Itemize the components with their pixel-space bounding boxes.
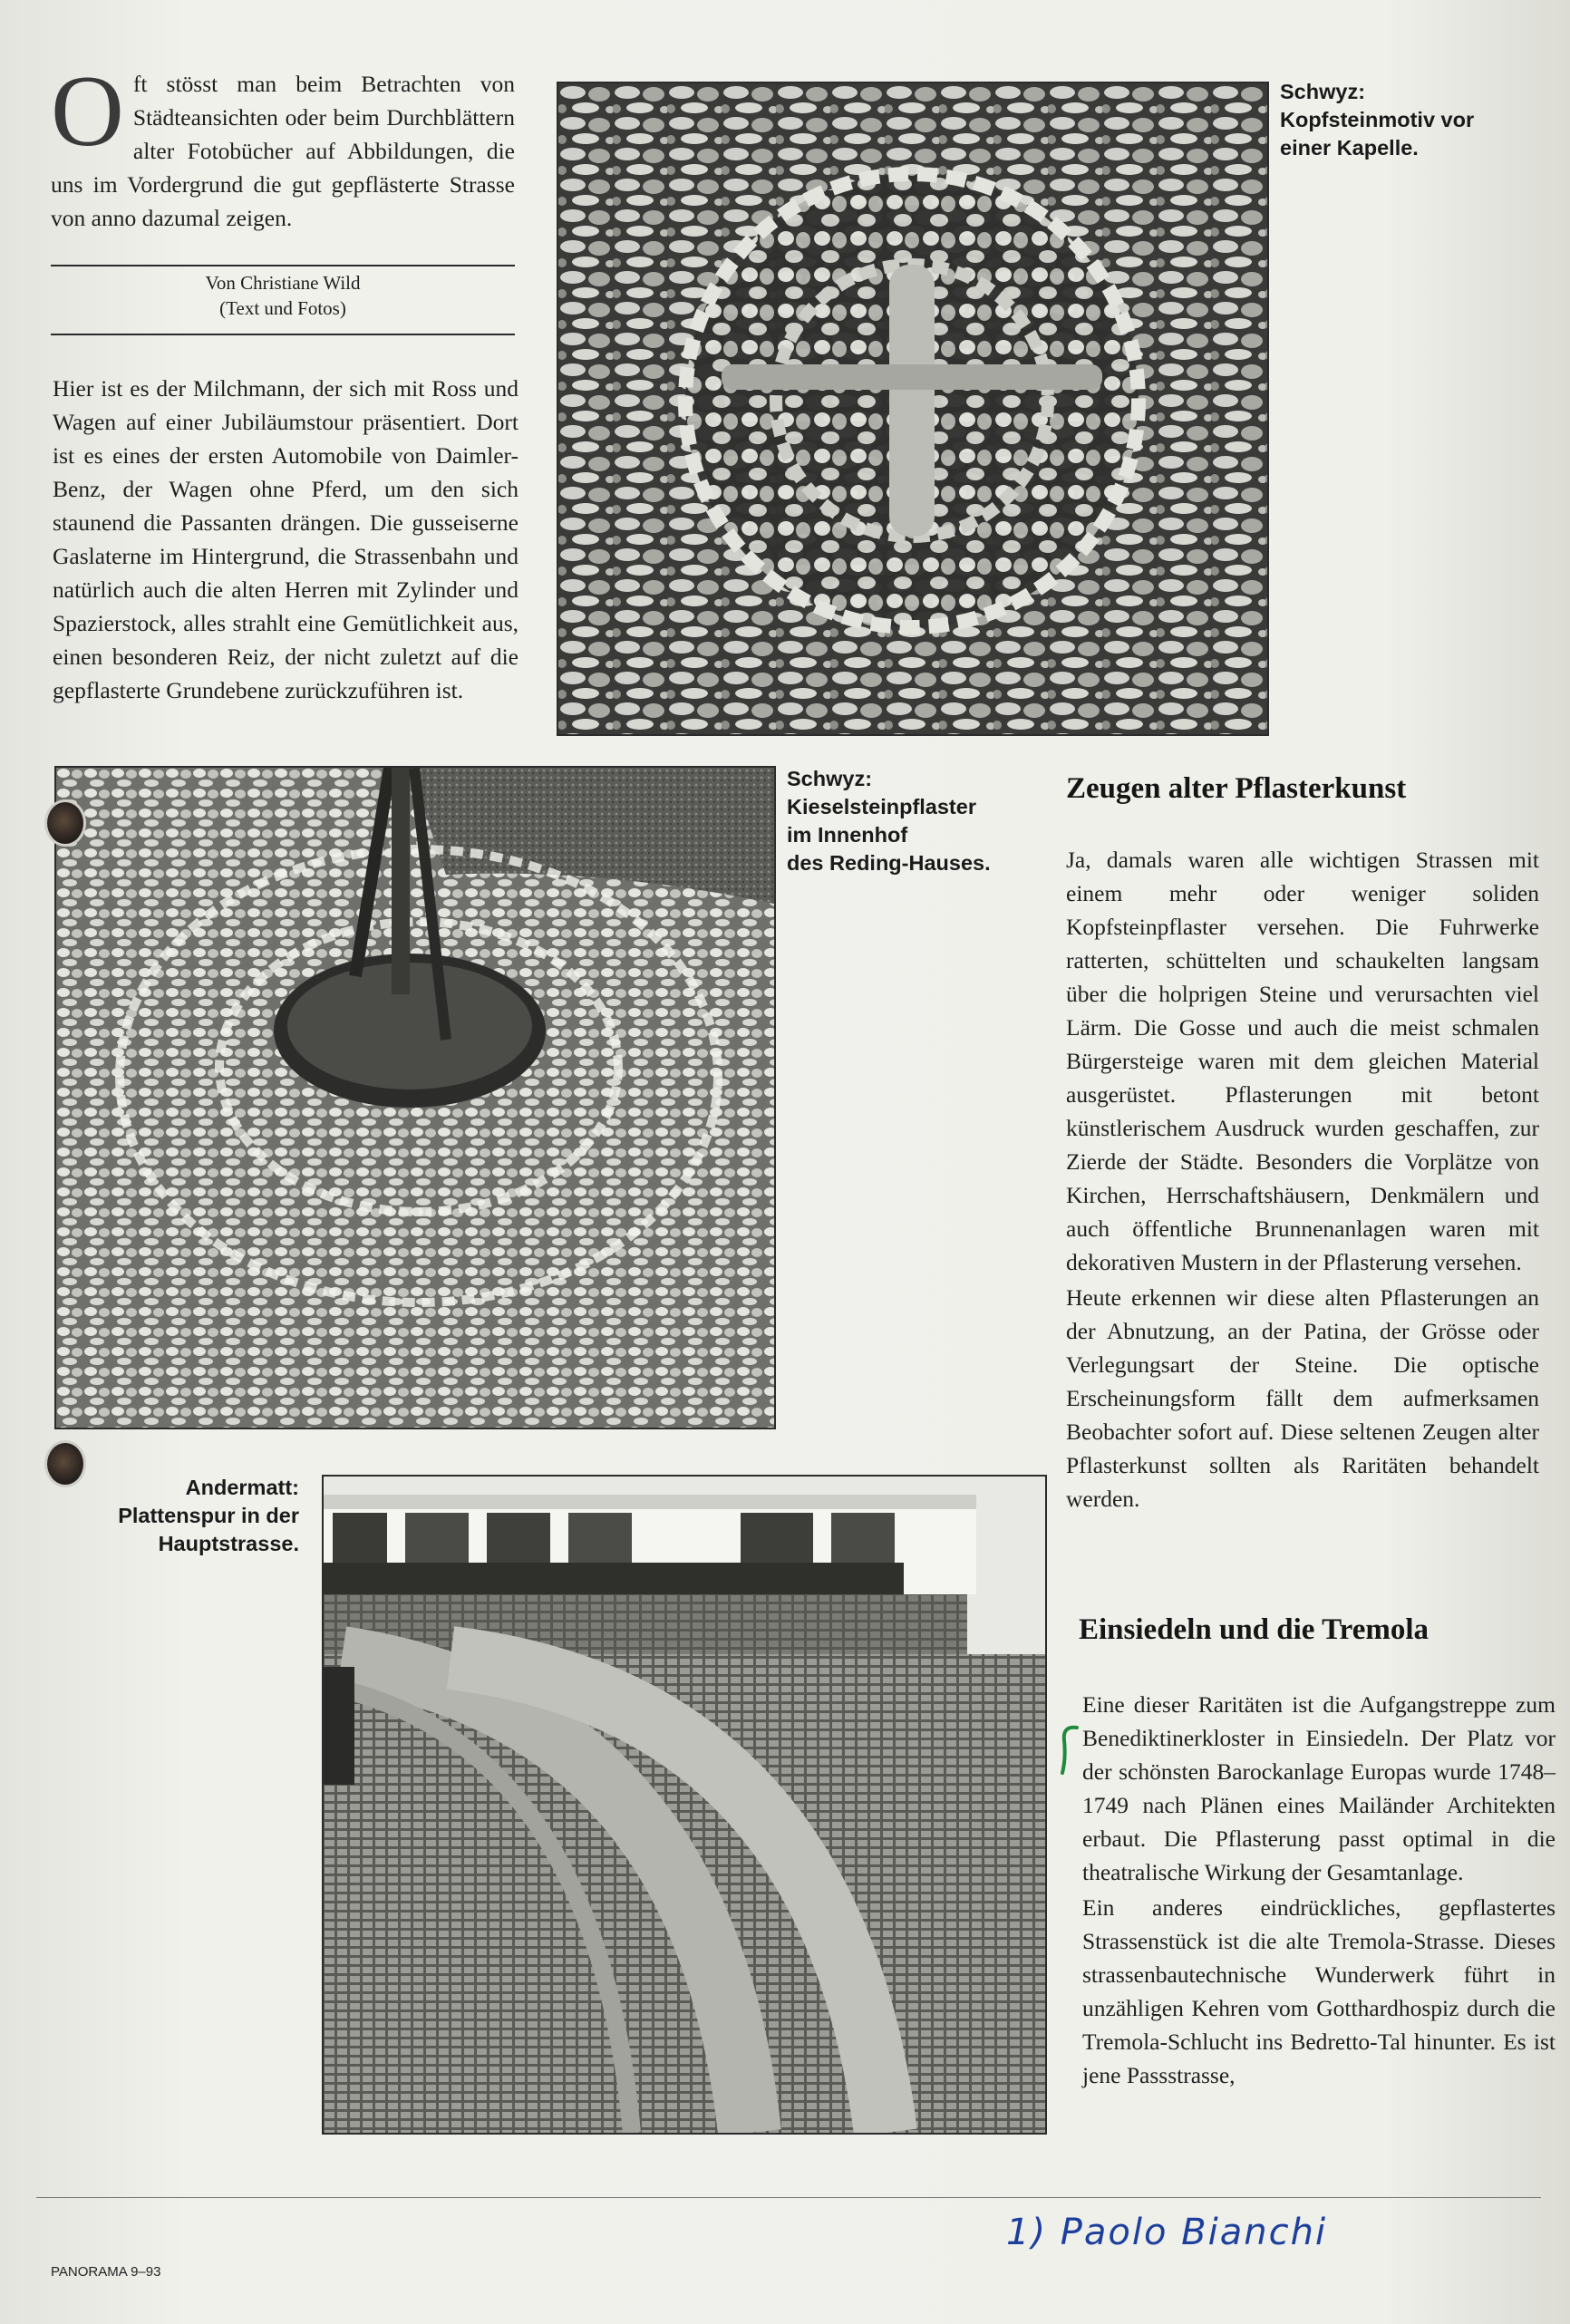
byline-rule-bottom [51,334,515,335]
heading-einsiedeln: Einsiedeln und die Tremola [1079,1613,1429,1646]
intro-text: ft stösst man beim Betrachten von Städteansichten oder beim Durchblättern alter Fotobücher auf Abbildungen, die uns im Vordergrund die gut gepflästerte Strasse von anno dazumal zeigen. [51,71,515,231]
section1-paragraph-2: Heute erkennen wir diese alten Pflasterungen an der Abnutzung, an der Patina, der Grösse oder Verlegungsart der Steine. Die optische Erscheinungsform fällt dem aufmerksamen Beobachter sofort auf. Diese seltenen Zeugen alter Pflasterkunst sollten als Raritäten behandelt werden. [1066,1284,1539,1512]
section2-paragraph-2: Ein anderes eindrückliches, gepflastertes Strassenstück ist die alte Tremola-Strasse. Dieses strassenbautechnische Wunderwerk führt in unzähligen Kehren vom Gotthardhospiz durch die Tremola-Schlucht ins Bedretto-Tal hinunter. Es ist jene Passstrasse, [1082,1894,1555,2088]
caption-2-line-1: Schwyz: [787,767,873,790]
margin-correction-mark [1057,1722,1082,1777]
caption-1-line-3: einer Kapelle. [1280,136,1419,160]
section1-text [1066,843,1539,1515]
cobblestone-pattern [558,83,1267,734]
dropcap: O [51,55,124,168]
byline-note: (Text und Fotos) [219,297,346,319]
handwritten-note: 1) Paolo Bianchi [1006,2212,1328,2253]
caption-2-line-2: Kieselsteinpflaster [787,795,976,818]
photo-andermatt-street [322,1475,1047,2135]
intro-paragraph [51,55,515,235]
byline-rule-top [51,265,515,266]
heading-zeugen: Zeugen alter Pflasterkunst [1066,772,1407,805]
footer-label: PANORAMA 9–93 [51,2264,161,2280]
byline [51,270,515,321]
byline-author: Von Christiane Wild [205,272,361,294]
caption-3-line-2: Plattenspur in der [118,1504,299,1527]
caption-photo-2 [787,765,1059,877]
photo-pebble-courtyard [54,766,776,1429]
caption-2-line-4: des Reding-Hauses. [787,851,991,875]
caption-3-line-3: Hauptstrasse. [158,1532,299,1555]
photo-cobblestone-chapel [557,82,1269,736]
paragraph-milchmann [53,372,518,707]
street-scene [324,1477,1045,2133]
caption-2-line-3: im Innenhof [787,823,908,847]
pebble-pattern [56,768,774,1428]
section2-text [1082,1688,1555,2092]
paragraph-milchmann-text: Hier ist es der Milchmann, der sich mit Ross und Wagen auf einer Jubiläumstour präsentiert. Dort ist es eines der ersten Automobile von Daimler-Benz, der Wagen ohne Pferd, um den sich staunend die Passanten drängen. Die gusseiserne Gaslaterne im Hintergrund, die Strassenbahn und natürlich auch die alten Herren mit Zylinder und Spazierstock, alles strahlt eine Gemütlichkeit aus, einen besonderen Reiz, der nicht zuletzt auf die gepflasterte Grundebene zurückzuführen ist. [53,375,518,703]
binder-hole-top [47,802,83,844]
caption-1-line-2: Kopfsteinmotiv vor [1280,108,1475,131]
footer-rule [36,2197,1541,2198]
section2-paragraph-1: Eine dieser Raritäten ist die Aufgangstreppe zum Benediktinerkloster in Einsiedeln. Der Platz vor der schönsten Barockanlage Europas wurde 1748–1749 nach Plänen eines Mailänder Architekten erbaut. Die Pflasterung passt optimal in die theatralische Wirkung der Gesamtanlage. [1082,1691,1555,1885]
caption-photo-1 [1280,78,1552,162]
caption-3-line-1: Andermatt: [185,1476,299,1499]
caption-photo-3 [54,1474,299,1558]
section1-paragraph-1: Ja, damals waren alle wichtigen Strassen mit einem mehr oder weniger soliden Kopfsteinpflaster versehen. Die Fuhrwerke ratterten, schüttelten und schaukelten langsam über die holprigen Steine und verursachten viel Lärm. Die Gosse und auch die meist schmalen Bürgersteige waren mit dem gleichen Material ausgerüstet. Pflasterungen mit betont künstlerischem Ausdruck wurden geschaffen, zur Zierde der Städte. Besonders die Vorplätze von Kirchen, Herrschaftshäusern, Denkmälern und auch öffentliche Brunnenanlagen waren mit dekorativen Mustern in der Pflasterung versehen. [1066,847,1539,1275]
caption-1-line-1: Schwyz: [1280,80,1366,103]
